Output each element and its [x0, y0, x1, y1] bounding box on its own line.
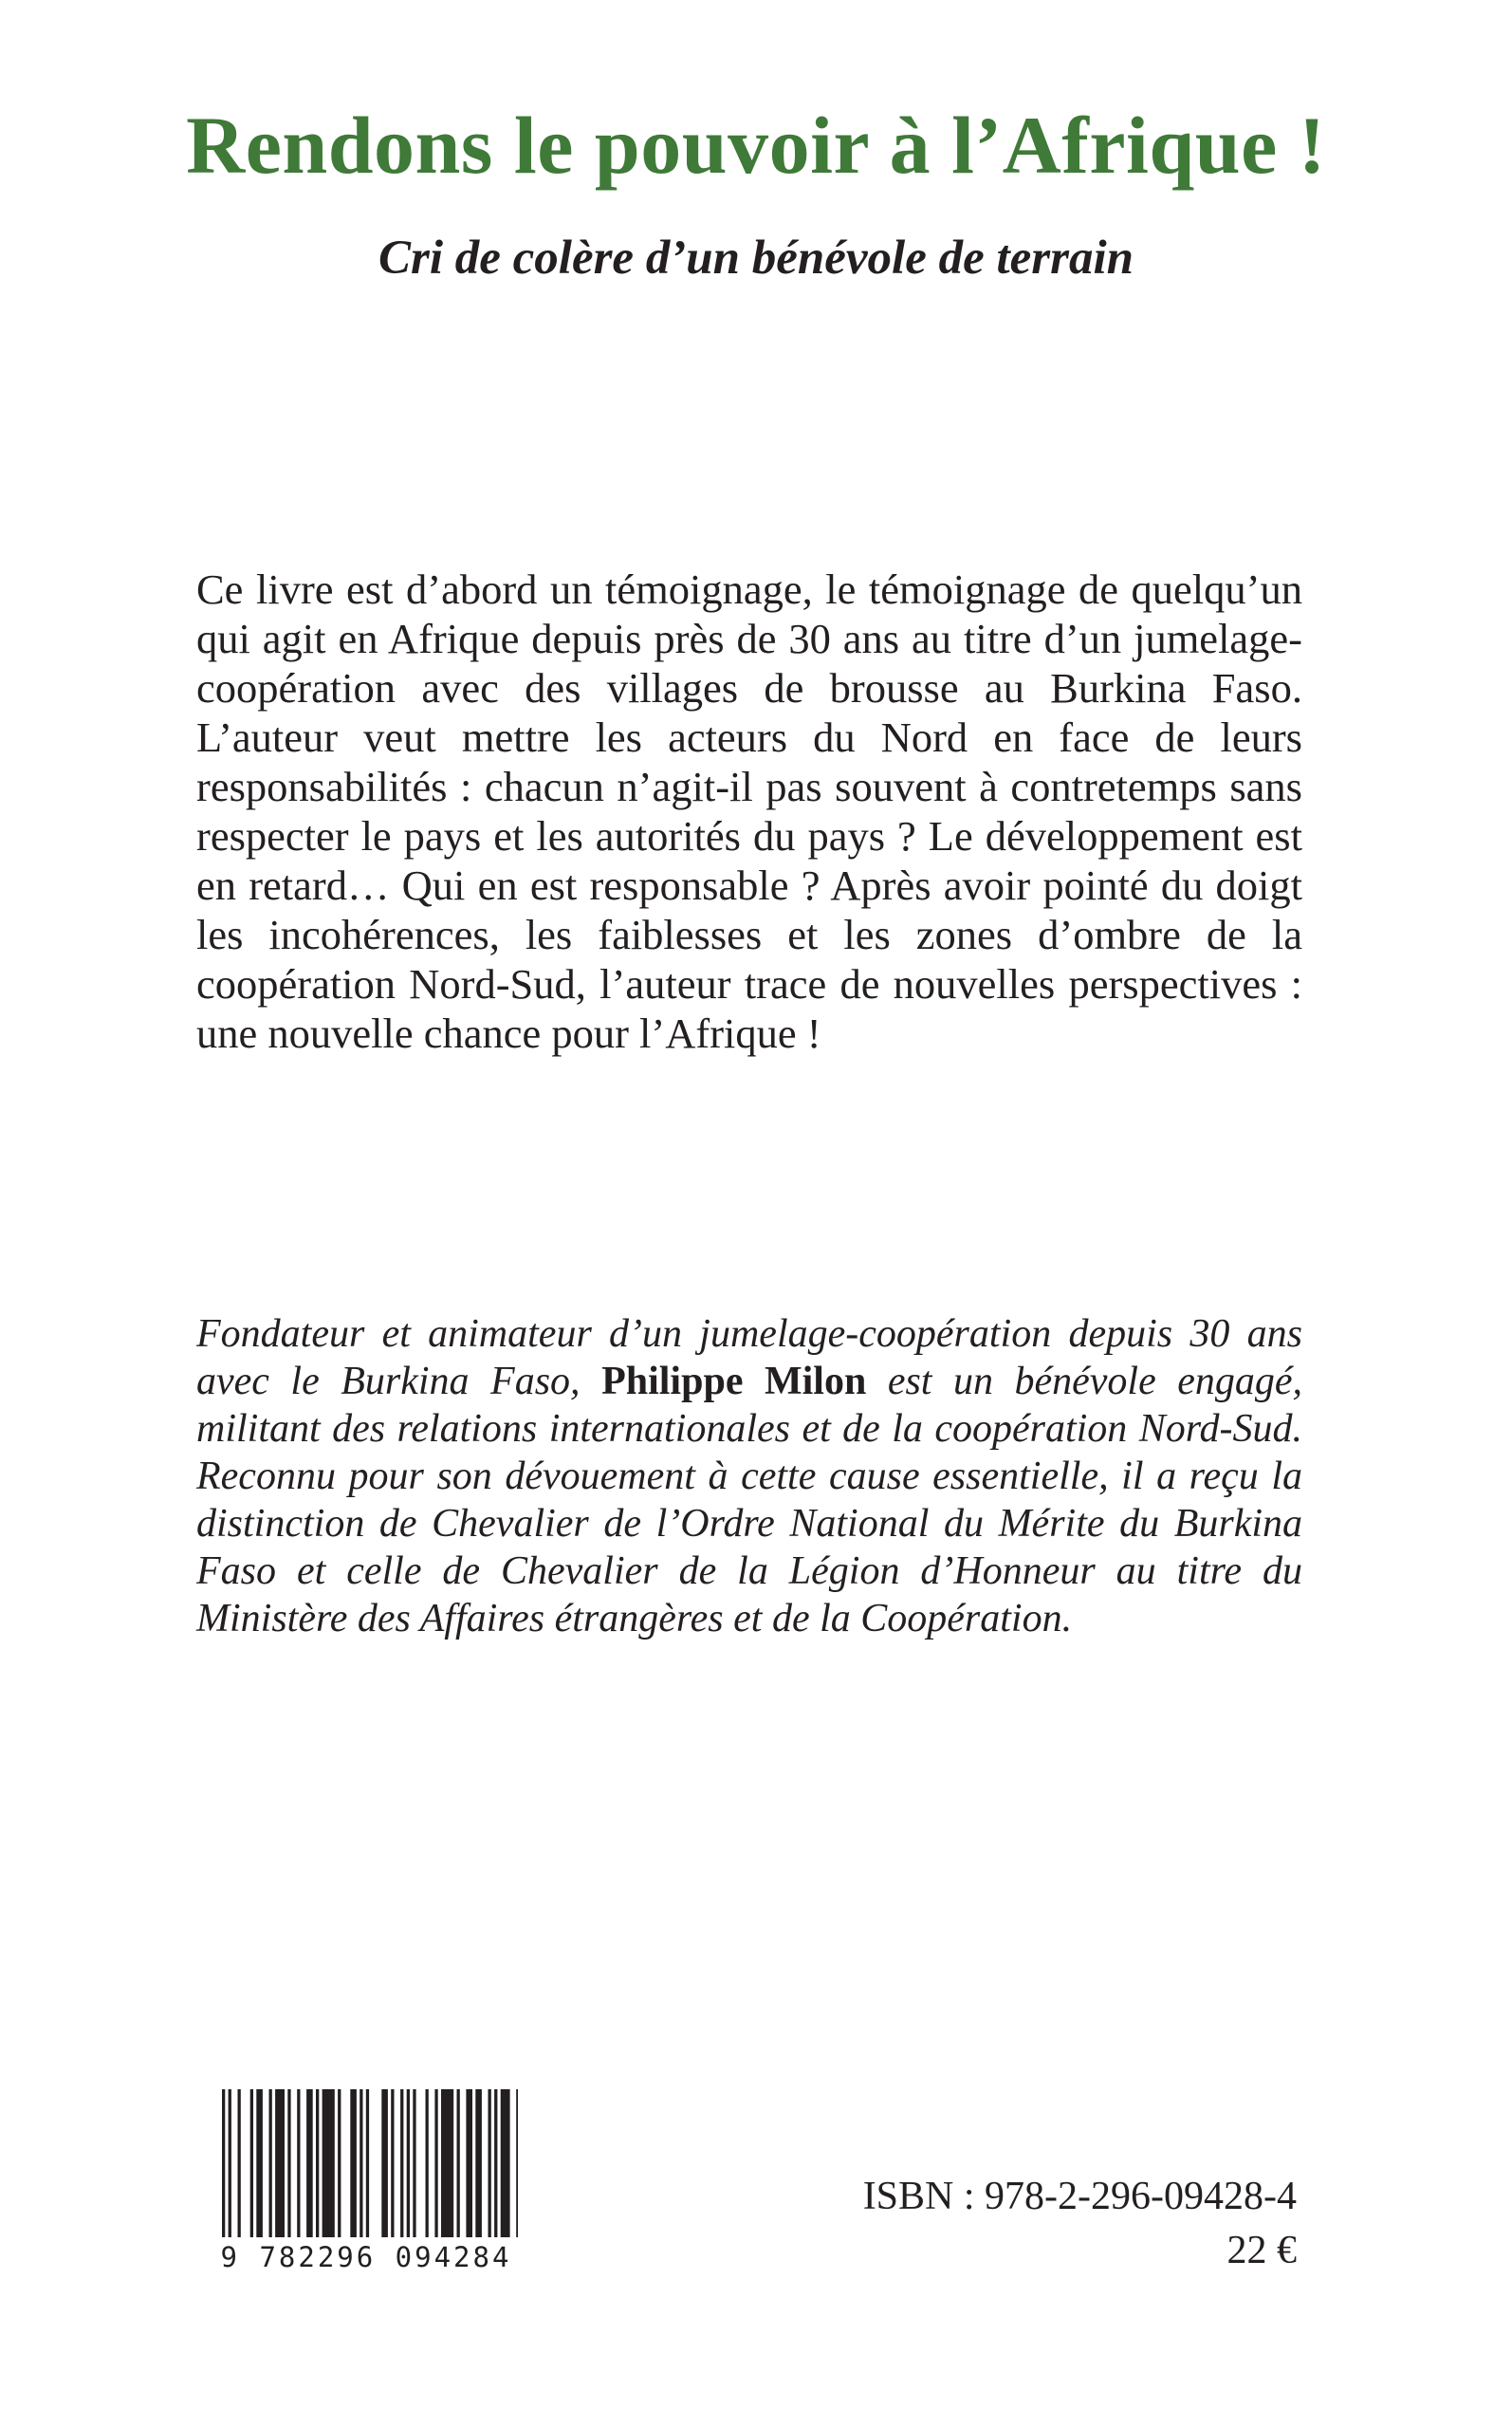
barcode-bar	[489, 2089, 491, 2237]
barcode-bar	[350, 2089, 357, 2237]
barcode-bar	[434, 2089, 437, 2237]
book-price: 22 €	[1226, 2229, 1297, 2272]
barcode-bar	[323, 2089, 335, 2237]
barcode-bar	[426, 2089, 429, 2237]
barcode-bar	[238, 2089, 241, 2237]
barcode-bar	[316, 2089, 319, 2237]
isbn-number: ISBN : 978-2-296-09428-4	[862, 2175, 1297, 2218]
barcode-bar	[269, 2089, 272, 2237]
barcode-bar	[407, 2089, 410, 2237]
barcode-bar	[501, 2089, 510, 2237]
barcode-bar	[441, 2089, 453, 2237]
barcode-digits: 9 782296 094284	[220, 2241, 512, 2273]
barcode-bars-graphic	[214, 2089, 518, 2237]
barcode-bar	[338, 2089, 341, 2237]
barcode-bar	[516, 2089, 518, 2237]
isbn-barcode	[214, 2089, 518, 2273]
book-subtitle: Cri de colère d’un bénévole de terrain	[378, 232, 1134, 285]
barcode-bar	[457, 2089, 460, 2237]
barcode-bar	[391, 2089, 394, 2237]
barcode-bar	[494, 2089, 497, 2237]
barcode-bar	[229, 2089, 231, 2237]
author-biography	[196, 1310, 1302, 1642]
barcode-bar	[360, 2089, 362, 2237]
barcode-bar	[306, 2089, 313, 2237]
barcode-bar	[466, 2089, 472, 2237]
barcode-bar	[400, 2089, 403, 2237]
author-bio-details: est un bénévole engagé, militant des relations internationales et de la coopération Nord-Sud. Reconnu pour son dévouement à cette cause essentielle, il a reçu la distinction de Chevalier de l’Ordre National du Mérite du Burkina Faso et celle de Chevalier de la Légion d’Honneur au titre du Ministère des Affaires étrangères et de la Coopération.	[196, 1360, 1303, 1640]
barcode-bar	[475, 2089, 482, 2237]
barcode-bar	[381, 2089, 388, 2237]
barcode-bar	[256, 2089, 263, 2237]
barcode-bar	[413, 2089, 415, 2237]
barcode-bar	[366, 2089, 369, 2237]
barcode-bar	[222, 2089, 225, 2237]
barcode-bar	[287, 2089, 290, 2237]
barcode-bar	[250, 2089, 253, 2237]
book-title: Rendons le pouvoir à l’Afrique !	[186, 100, 1326, 191]
barcode-bar	[275, 2089, 285, 2237]
book-summary: Ce livre est d’abord un témoignage, le témoignage de quelqu’un qui agit en Afrique depuis près de 30 ans au titre d’un jumelage-coopération avec des villages de brousse au Burkina Faso. L’auteur veut mettre les acteurs du Nord en face de leurs responsabilités : chacun n’agit-il pas souvent à contretemps sans respecter le pays et les autorités du pays ? Le développement est en retard… Qui en est responsable ? Après avoir pointé du doigt les incohérences, les faiblesses et les zones d’ombre de la coopération Nord-Sud, l’auteur trace de nouvelles perspectives : une nouvelle chance pour l’Afrique !	[196, 565, 1302, 1057]
author-bio-intro: Fondateur et animateur d’un jumelage-coopération depuis 30 ans avec le Burkina Faso,	[196, 1312, 1302, 1403]
author-name: Philippe Milon	[601, 1360, 867, 1403]
barcode-bar	[297, 2089, 300, 2237]
